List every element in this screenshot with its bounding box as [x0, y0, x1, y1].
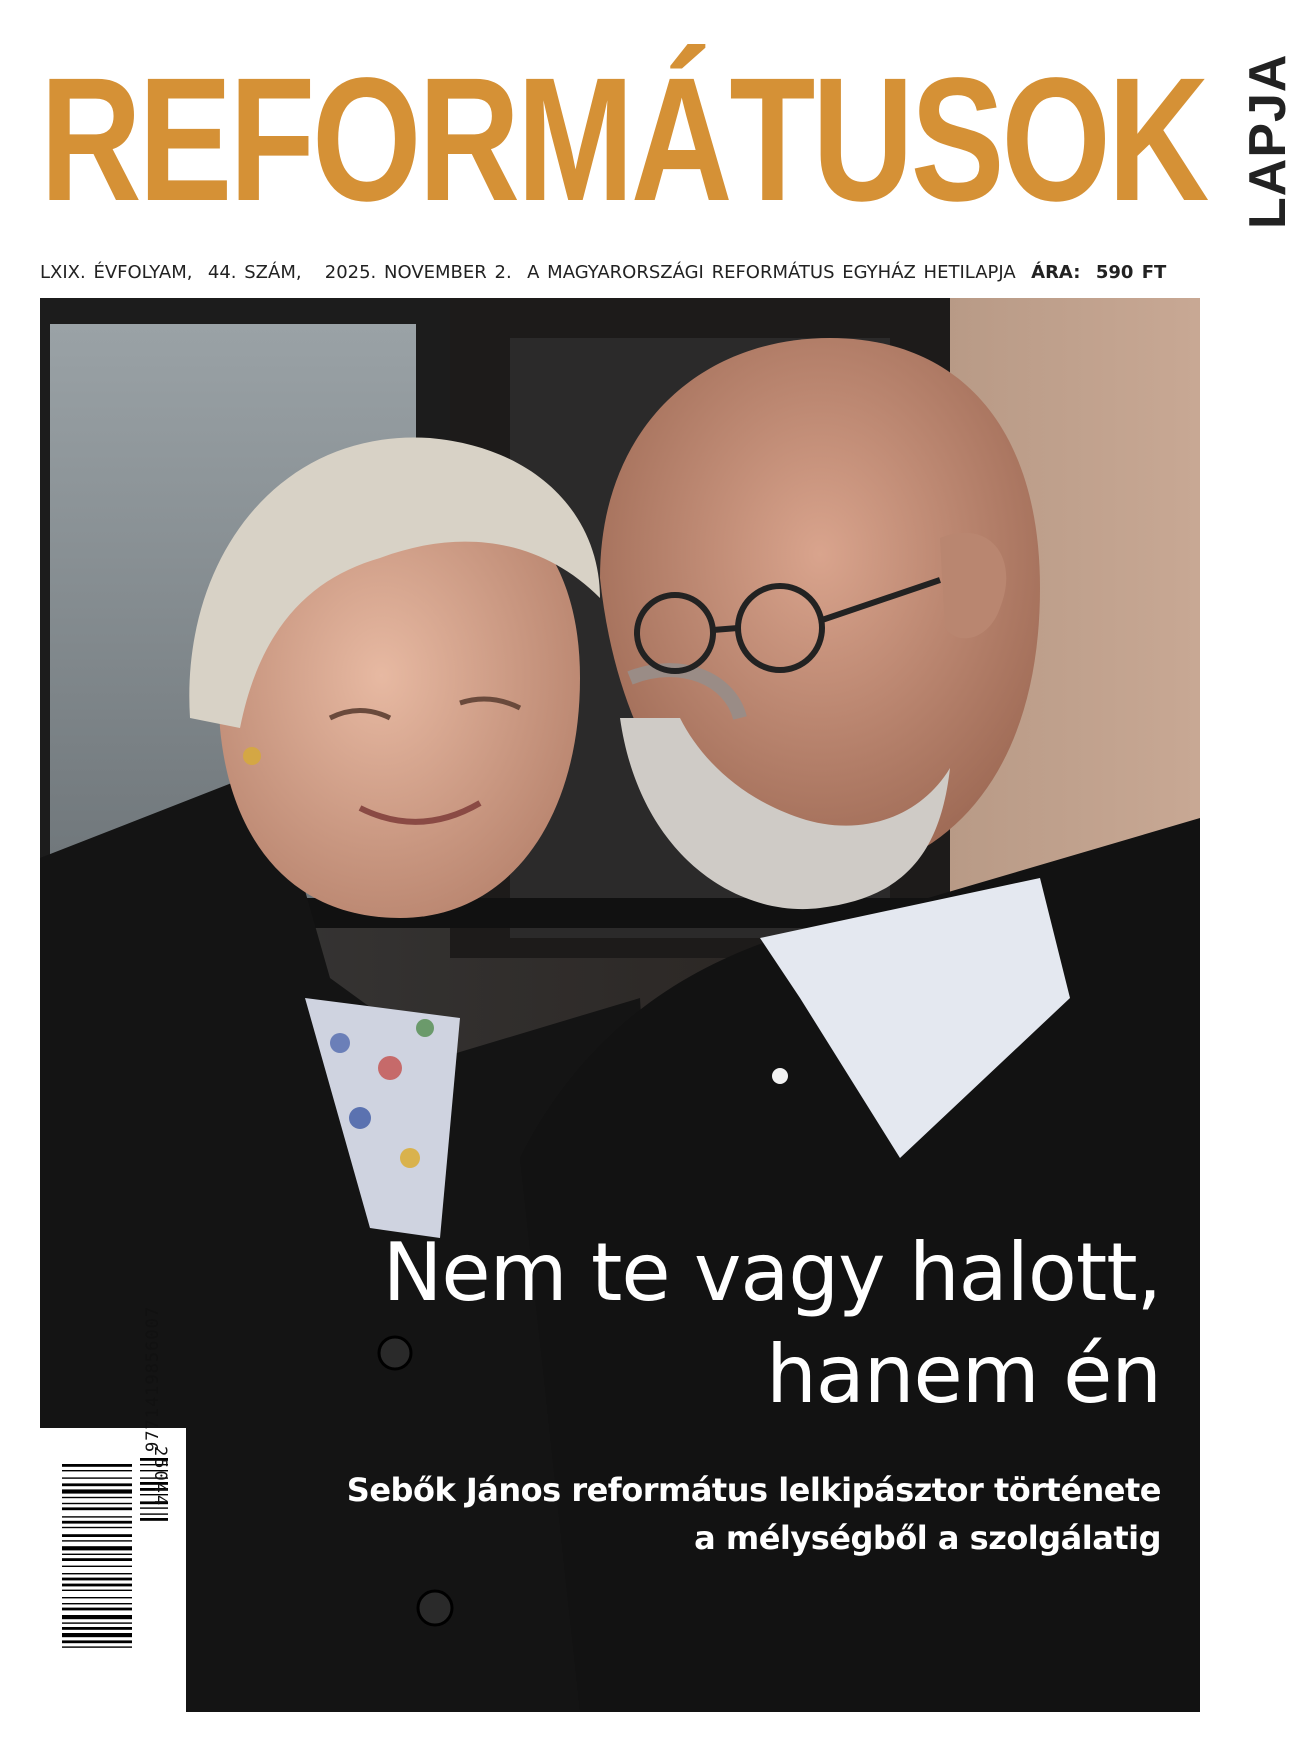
issue-number: 44. SZÁM, [207, 262, 302, 283]
barcode-bar [62, 1527, 132, 1528]
barcode-bar [62, 1554, 132, 1555]
issue-date: 2025. NOVEMBER 2. [324, 262, 512, 283]
barcode-bar [62, 1640, 132, 1643]
cover-headline [261, 1222, 1161, 1426]
issue-info-line [40, 258, 1200, 288]
price-label: ÁRA: [1031, 262, 1081, 283]
barcode-bar [62, 1516, 132, 1517]
barcode-bar [62, 1470, 132, 1471]
subheadline-line-1: Sebők János református lelkipásztor története [346, 1471, 1161, 1509]
barcode-bar [62, 1558, 132, 1561]
price-value: 590 FT [1095, 262, 1167, 283]
barcode-bar [62, 1590, 132, 1591]
barcode-bar [62, 1489, 132, 1493]
issue-volume: LXIX. ÉVFOLYAM, [40, 262, 193, 283]
barcode-bar [62, 1503, 132, 1504]
barcode-bar [62, 1615, 132, 1619]
barcode-bar [62, 1584, 132, 1587]
magazine-title-side-word: LAPJA [1239, 53, 1297, 229]
masthead [40, 40, 1297, 250]
barcode-bar [62, 1497, 132, 1498]
barcode-bar [62, 1633, 132, 1637]
headline-line-2: hanem én [766, 1328, 1161, 1421]
subheadline-line-2: a mélységből a szolgálatig [694, 1519, 1161, 1557]
barcode-bar [62, 1597, 132, 1598]
barcode-bar [62, 1622, 132, 1623]
barcode-bar [62, 1573, 132, 1574]
barcode-bar [62, 1627, 132, 1630]
barcode-bar [62, 1646, 132, 1647]
barcode-addon-number: 25044 [150, 1446, 170, 1508]
publication-descriptor: A MAGYARORSZÁGI REFORMÁTUS EGYHÁZ HETILAPJA [527, 262, 1016, 283]
barcode-bar [62, 1521, 132, 1524]
magazine-title: REFORMÁTUSOK [40, 42, 1207, 238]
barcode-bar [62, 1603, 132, 1604]
barcode-bar [62, 1477, 132, 1478]
barcode-bar [62, 1578, 132, 1581]
barcode-bar [62, 1534, 132, 1537]
cover-subheadline [261, 1466, 1161, 1562]
headline-line-1: Nem te vagy halott, [382, 1226, 1161, 1319]
barcode-bar [62, 1483, 132, 1486]
barcode-bar [62, 1540, 132, 1541]
barcode-bar [62, 1566, 132, 1567]
barcode-bar [62, 1507, 132, 1510]
barcode-bar [62, 1608, 132, 1611]
barcode-number: 9771419856007 [143, 1305, 163, 1452]
barcode-bar [62, 1546, 132, 1550]
barcode-bar [62, 1464, 132, 1467]
